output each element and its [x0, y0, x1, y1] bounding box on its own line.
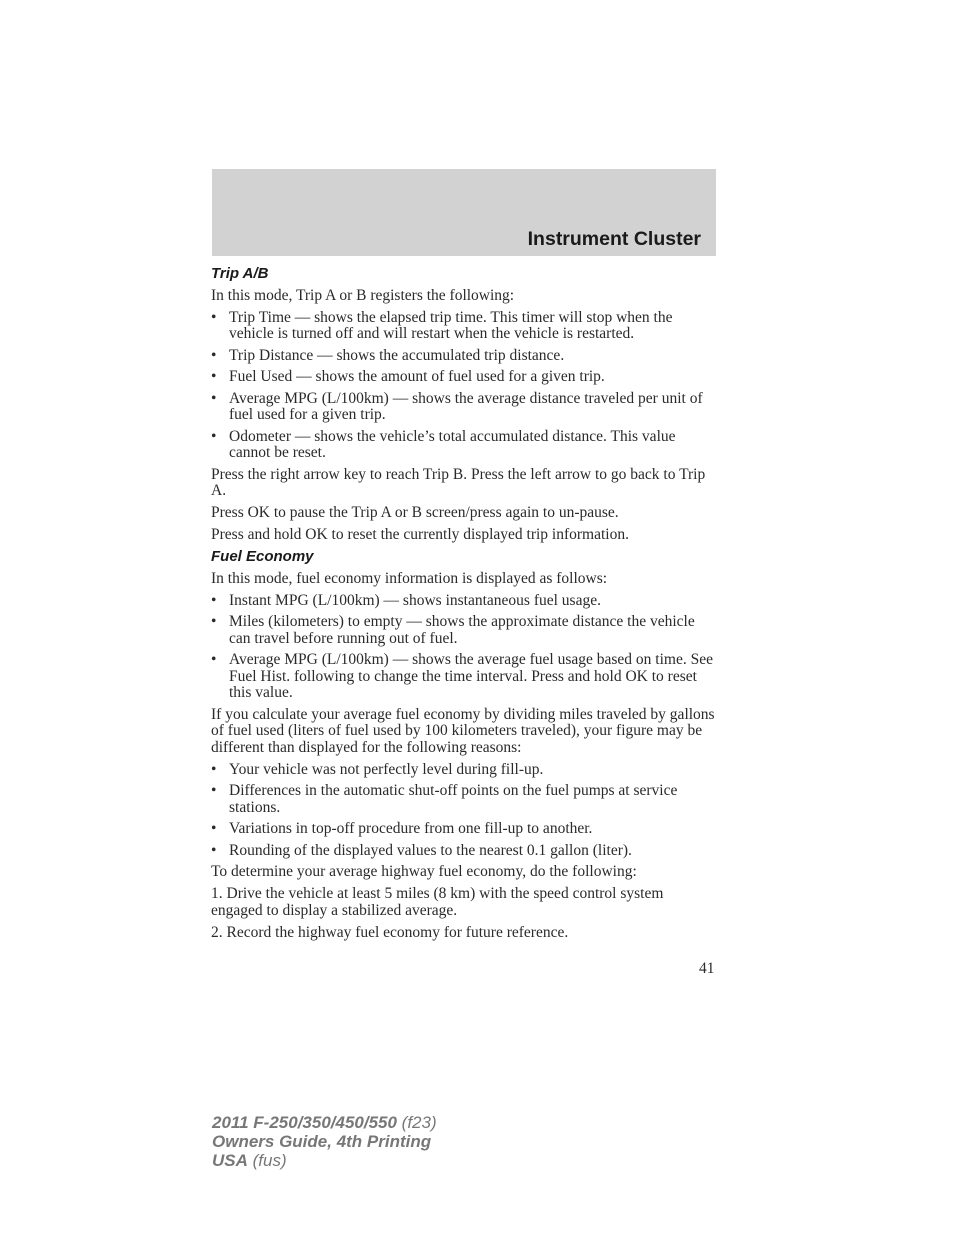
bullet-icon: •: [211, 389, 217, 407]
list-item: • Average MPG (L/100km) — shows the average fuel usage based on time. See Fuel Hist. following to change the time interval. Press and hold OK to reset this value.: [211, 651, 713, 701]
bullet-icon: •: [211, 782, 217, 799]
bullet-icon: •: [211, 308, 217, 326]
bullet-icon: •: [211, 651, 217, 668]
trip-intro: In this mode, Trip A or B registers the following:: [211, 286, 515, 304]
bullet-icon: •: [211, 613, 217, 630]
list-item: • Trip Time — shows the elapsed trip time. This timer will stop when the vehicle is turned off and will restart when the vehicle is restarted.: [211, 308, 673, 342]
footer: [212, 1113, 437, 1170]
list-item: • Miles (kilometers) to empty — shows the approximate distance the vehicle can travel before running out of fuel.: [211, 613, 695, 647]
bullet-icon: •: [211, 346, 217, 364]
step-item: 2. Record the highway fuel economy for future reference.: [211, 923, 569, 941]
paragraph: To determine your average highway fuel economy, do the following:: [211, 863, 637, 880]
section-title: Instrument Cluster: [527, 228, 701, 250]
list-item: • Differences in the automatic shut-off points on the fuel pumps at service stations.: [211, 782, 678, 816]
list-item: • Trip Distance — shows the accumulated trip distance.: [211, 346, 565, 364]
bullet-icon: •: [211, 591, 217, 609]
section-header-band: [212, 169, 716, 256]
paragraph: Press and hold OK to reset the currently displayed trip information.: [211, 526, 629, 543]
trip-heading: Trip A/B: [211, 265, 269, 282]
footer-line: 2011 F-250/350/450/550 (f23): [212, 1113, 437, 1132]
bullet-icon: •: [211, 760, 217, 778]
page-number: 41: [699, 960, 715, 977]
list-item: • Rounding of the displayed values to the nearest 0.1 gallon (liter).: [211, 841, 632, 859]
paragraph: If you calculate your average fuel economy by dividing miles traveled by gallons of fuel used (liters of fuel used by 100 kilometers traveled), your figure may be different than displayed for the following reasons:: [211, 705, 715, 756]
bullet-icon: •: [211, 427, 217, 445]
paragraph: Press OK to pause the Trip A or B screen/press again to un-pause.: [211, 504, 619, 521]
list-item: • Average MPG (L/100km) — shows the average distance traveled per unit of fuel used for a given trip.: [211, 389, 703, 423]
list-item: • Instant MPG (L/100km) — shows instantaneous fuel usage.: [211, 591, 601, 609]
footer-line: USA (fus): [212, 1151, 287, 1170]
list-item: • Fuel Used — shows the amount of fuel used for a given trip.: [211, 368, 605, 385]
bullet-icon: •: [211, 820, 217, 837]
list-item: • Odometer — shows the vehicle’s total accumulated distance. This value cannot be reset.: [211, 427, 676, 461]
list-item: • Your vehicle was not perfectly level during fill-up.: [211, 760, 544, 778]
fuel-heading: Fuel Economy: [211, 548, 314, 565]
list-item: • Variations in top-off procedure from one fill-up to another.: [211, 820, 593, 837]
bullet-icon: •: [211, 841, 217, 859]
page-content: [211, 266, 717, 947]
paragraph: Press the right arrow key to reach Trip B. Press the left arrow to go back to Trip A.: [211, 465, 706, 499]
step-item: 1. Drive the vehicle at least 5 miles (8 km) with the speed control system engaged to display a stabilized average.: [211, 885, 664, 919]
bullet-icon: •: [211, 368, 217, 385]
footer-line: Owners Guide, 4th Printing: [212, 1132, 432, 1151]
fuel-intro: In this mode, fuel economy information is displayed as follows:: [211, 569, 608, 587]
